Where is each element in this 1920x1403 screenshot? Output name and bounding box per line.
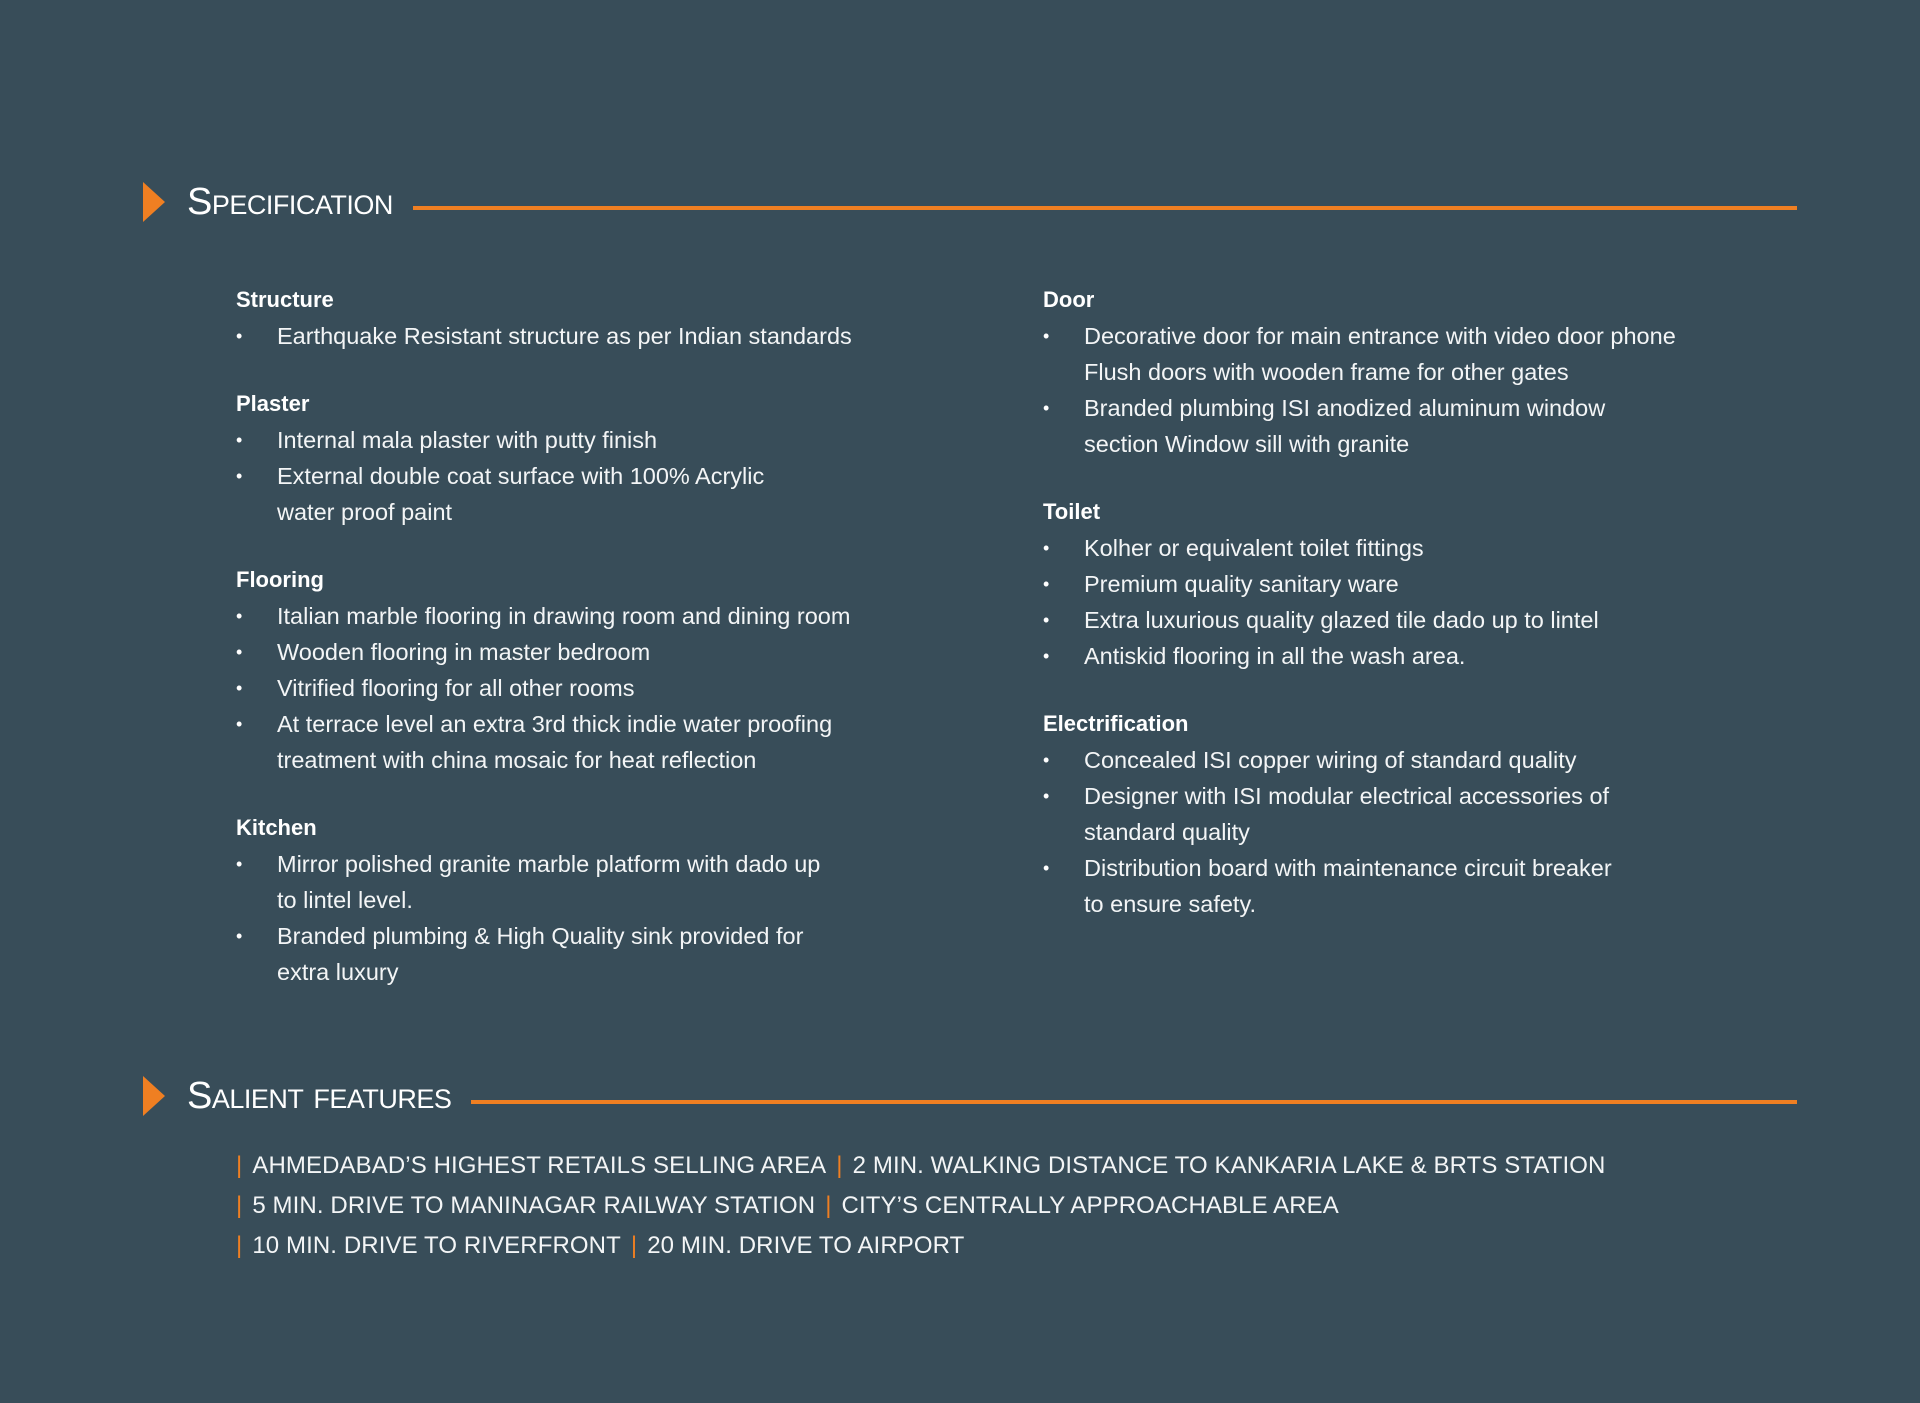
spec-item — [1043, 638, 1743, 674]
bullet-icon: • — [1043, 858, 1050, 878]
spec-item-line: Extra luxurious quality glazed tile dado up to lintel — [1084, 607, 1599, 633]
spec-item-line: Designer with ISI modular electrical accessories of — [1084, 783, 1610, 809]
bullet-icon: • — [236, 714, 243, 734]
spec-group — [236, 286, 916, 354]
specification-rule — [413, 206, 1797, 210]
feature-text: 5 MIN. DRIVE TO MANINAGAR RAILWAY STATION — [252, 1192, 816, 1219]
spec-item — [236, 846, 916, 918]
spec-item — [236, 598, 916, 634]
spec-item-line: Flush doors with wooden frame for other gates — [1084, 359, 1569, 385]
spec-group-title: Flooring — [236, 567, 324, 592]
salient-features-title: Salient features — [187, 1075, 452, 1117]
spec-item-line: Earthquake Resistant structure as per Indian standards — [277, 323, 852, 349]
bullet-icon: • — [1043, 646, 1050, 666]
feature-row — [236, 1226, 1736, 1266]
feature-row — [236, 1186, 1736, 1226]
bullet-icon: • — [236, 466, 243, 486]
bullet-icon: • — [1043, 750, 1050, 770]
spec-item-line: Kolher or equivalent toilet fittings — [1084, 535, 1424, 561]
bullet-icon: • — [236, 678, 243, 698]
bullet-icon: • — [1043, 574, 1050, 594]
spec-item-line: Italian marble flooring in drawing room and dining room — [277, 603, 851, 629]
feature-item — [236, 1152, 826, 1179]
spec-item — [236, 706, 916, 778]
spec-group-title: Toilet — [1043, 499, 1101, 524]
spec-item-line: Internal mala plaster with putty finish — [277, 427, 658, 453]
spec-item-line: At terrace level an extra 3rd thick indie water proofing — [277, 711, 833, 737]
spec-item-list — [236, 598, 916, 778]
spec-item-line: Branded plumbing ISI anodized aluminum window — [1084, 395, 1606, 421]
spec-item — [236, 422, 916, 458]
spec-column-left — [236, 286, 916, 1026]
feature-item — [826, 1152, 1605, 1179]
spec-item-line: extra luxury — [277, 959, 399, 985]
spec-item — [1043, 850, 1743, 922]
spec-item-line: External double coat surface with 100% Acrylic — [277, 463, 765, 489]
feature-item — [621, 1232, 965, 1259]
spec-item-list — [236, 318, 916, 354]
bullet-icon: • — [1043, 326, 1050, 346]
spec-item-list — [236, 422, 916, 530]
spec-item-line: Concealed ISI copper wiring of standard quality — [1084, 747, 1577, 773]
separator-bar-icon: | — [236, 1192, 243, 1219]
spec-item-line: to lintel level. — [277, 887, 413, 913]
bullet-icon: • — [1043, 538, 1050, 558]
spec-item-line: Branded plumbing & High Quality sink provided for — [277, 923, 804, 949]
spec-item — [1043, 390, 1743, 462]
spec-item-line: Antiskid flooring in all the wash area. — [1084, 643, 1466, 669]
separator-bar-icon: | — [836, 1152, 843, 1179]
spec-group-title: Plaster — [236, 391, 310, 416]
spec-column-right — [1043, 286, 1743, 958]
bullet-icon: • — [1043, 398, 1050, 418]
bullet-icon: • — [236, 326, 243, 346]
separator-bar-icon: | — [630, 1232, 638, 1259]
spec-item — [236, 458, 916, 530]
spec-item-line: Vitrified flooring for all other rooms — [277, 675, 635, 701]
spec-item-list — [1043, 318, 1743, 462]
salient-features-header — [143, 1071, 1797, 1121]
feature-item — [815, 1192, 1339, 1219]
spec-item-line: water proof paint — [277, 499, 453, 525]
spec-item — [1043, 318, 1743, 390]
orange-arrow-icon — [143, 182, 165, 222]
feature-item — [236, 1232, 621, 1259]
bullet-icon: • — [1043, 786, 1050, 806]
spec-group — [1043, 286, 1743, 462]
spec-item — [1043, 530, 1743, 566]
bullet-icon: • — [236, 926, 243, 946]
bullet-icon: • — [1043, 610, 1050, 630]
spec-item-list — [1043, 742, 1743, 922]
spec-item — [1043, 566, 1743, 602]
bullet-icon: • — [236, 606, 243, 626]
spec-item-line: standard quality — [1084, 819, 1250, 845]
spec-item — [1043, 778, 1743, 850]
feature-text: AHMEDABAD’S HIGHEST RETAILS SELLING AREA — [252, 1152, 827, 1179]
feature-text: CITY’S CENTRALLY APPROACHABLE AREA — [841, 1192, 1339, 1219]
spec-group-title: Structure — [236, 287, 334, 312]
separator-bar-icon: | — [236, 1232, 243, 1259]
spec-group — [236, 390, 916, 530]
spec-item-line: Wooden flooring in master bedroom — [277, 639, 651, 665]
feature-text: 2 MIN. WALKING DISTANCE TO KANKARIA LAKE & BRTS STATION — [852, 1152, 1606, 1179]
specification-header — [143, 177, 1797, 227]
spec-item-line: Distribution board with maintenance circuit breaker — [1084, 855, 1612, 881]
separator-bar-icon: | — [236, 1152, 243, 1179]
spec-item — [236, 918, 916, 990]
spec-item — [236, 670, 916, 706]
spec-item — [1043, 602, 1743, 638]
spec-item-line: section Window sill with granite — [1084, 431, 1410, 457]
spec-item — [236, 634, 916, 670]
spec-group-title: Door — [1043, 287, 1095, 312]
spec-item — [236, 318, 916, 354]
feature-row — [236, 1146, 1736, 1186]
spec-group-title: Electrification — [1043, 711, 1189, 736]
spec-item-line: Premium quality sanitary ware — [1084, 571, 1399, 597]
spec-group — [236, 566, 916, 778]
bullet-icon: • — [236, 430, 243, 450]
feature-text: 10 MIN. DRIVE TO RIVERFRONT — [252, 1232, 621, 1259]
spec-item-line: to ensure safety. — [1084, 891, 1256, 917]
spec-group-title: Kitchen — [236, 815, 317, 840]
orange-arrow-icon — [143, 1076, 165, 1116]
spec-item-line: Decorative door for main entrance with video door phone — [1084, 323, 1676, 349]
spec-group — [1043, 710, 1743, 922]
bullet-icon: • — [236, 854, 243, 874]
bullet-icon: • — [236, 642, 243, 662]
separator-bar-icon: | — [825, 1192, 832, 1219]
salient-features-list — [236, 1146, 1736, 1266]
spec-item-list — [1043, 530, 1743, 674]
spec-group — [236, 814, 916, 990]
feature-text: 20 MIN. DRIVE TO AIRPORT — [647, 1232, 965, 1259]
spec-item-list — [236, 846, 916, 990]
salient-features-rule — [471, 1100, 1797, 1104]
spec-item-line: Mirror polished granite marble platform with dado up — [277, 851, 821, 877]
spec-item — [1043, 742, 1743, 778]
spec-group — [1043, 498, 1743, 674]
spec-item-line: treatment with china mosaic for heat reflection — [277, 747, 757, 773]
feature-item — [236, 1192, 815, 1219]
specification-title: Specification — [187, 181, 393, 223]
